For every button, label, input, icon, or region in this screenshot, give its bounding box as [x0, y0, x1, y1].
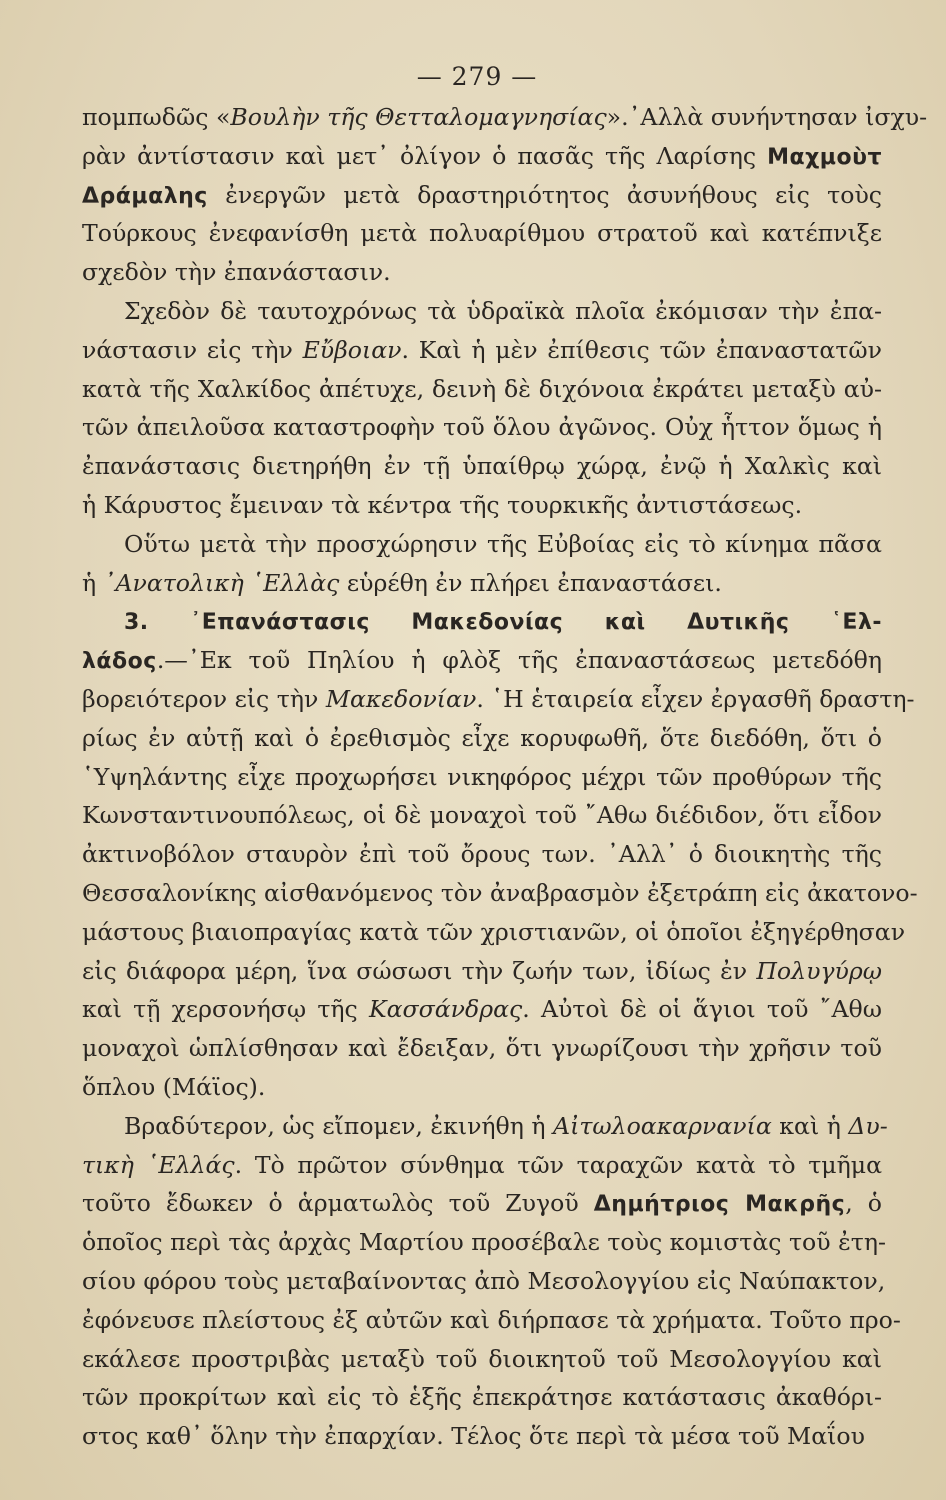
text-line [82, 408, 882, 447]
bold-text: Μαχμοὺτ [767, 144, 882, 170]
text-segment: Βραδύτερον, ὡς εἴπομεν, ἐκινήθη ἡ [124, 1111, 554, 1140]
text-segment: τοῦτο ἔδωκεν ὁ ἁρματωλὸς τοῦ Ζυγοῦ [82, 1189, 594, 1218]
italic-text: Δυ- [848, 1111, 888, 1140]
text-segment: ».᾿Αλλὰ συνήντησαν ἰσχυ- [606, 103, 928, 131]
text-segment: ἐπανάστασις διετηρήθη ἐν τῇ ὑπαίθρῳ χώρᾳ, ἐνῷ ἡ Χαλκὶς καὶ [82, 452, 882, 481]
text-segment: Θεσσαλονίκης αἰσθανόμενος τὸν ἀναβρασμὸν ἐξετράπη εἰς ἀκατονο- [82, 878, 918, 907]
page-number: — 279 — [416, 62, 538, 91]
text-line [82, 253, 882, 292]
italic-text: Κασσάνδρας [368, 995, 523, 1024]
text-segment: μάστους βιαιοπραγίας κατὰ τῶν χριστιανῶν, οἱ ὁποῖοι ἐξηγέρθησαν [82, 917, 906, 946]
text-line [82, 758, 882, 797]
text-segment: ὅπλου (Μάϊος). [82, 1072, 266, 1101]
bold-text: ᾿Επανάστασις Μακεδονίας καὶ Δυτικῆς ῾Ελ- [190, 610, 882, 636]
text-line [82, 564, 882, 603]
italic-text: Εὔβοιαν [302, 335, 402, 364]
text-line [82, 874, 918, 913]
text-line [82, 292, 882, 331]
text-line [82, 98, 928, 137]
text-segment: ἡ [82, 568, 104, 597]
text-line [82, 990, 882, 1029]
text-segment: ῾Υψηλάντης εἶχε προχωρήσει νικηφόρος μέχρι τῶν προθύρων τῆς [82, 762, 882, 791]
text-segment: νάστασιν εἰς τὴν [82, 335, 303, 364]
italic-text: Μακεδονίαν [325, 684, 477, 713]
text-segment: ρίως ἐν αὐτῇ καὶ ὁ ἐρεθισμὸς εἶχε κορυφωθῆ, ὅτε διεδόθη, ὅτι ὁ [82, 723, 882, 752]
text-segment: .—᾿Εκ τοῦ Πηλίου ἡ φλὸξ τῆς ἐπαναστάσεως μετεδόθη [156, 646, 882, 675]
text-segment: , ὁ [845, 1189, 882, 1218]
text-segment: εὑρέθη ἐν πλήρει ἐπαναστάσει. [339, 568, 722, 597]
text-line [82, 1417, 882, 1456]
text-line [82, 952, 882, 991]
italic-text: Αἰτωλοακαρνανία [553, 1111, 772, 1140]
text-body [82, 98, 928, 1456]
text-line [82, 1068, 882, 1107]
italic-text: Πολυγύρῳ [756, 956, 882, 985]
text-line [82, 331, 882, 370]
text-line [82, 913, 906, 952]
text-segment: Οὕτω μετὰ τὴν προσχώρησιν τῆς Εὐβοίας εἰς τὸ κίνημα πᾶσα [124, 529, 882, 558]
italic-text: τικὴ ῾Ελλάς [82, 1150, 235, 1179]
text-segment: Τούρκους ἐνεφανίσθη μετὰ πολυαρίθμου στρατοῦ καὶ κατέπνιξε [82, 219, 882, 248]
paragraph [82, 292, 882, 525]
bold-text: λάδος [82, 649, 157, 675]
paragraph [82, 602, 918, 1106]
text-line [82, 1378, 882, 1417]
text-segment: ἀκτινοβόλον σταυρὸν ἐπὶ τοῦ ὄρους των. ᾿Αλλ᾿ ὁ διοικητὴς τῆς [82, 840, 882, 869]
bold-text: Δημήτριος Μακρῆς [593, 1192, 846, 1218]
text-line [82, 1262, 886, 1301]
text-segment: βορειότερον εἰς τὴν [82, 684, 326, 713]
text-segment: τῶν προκρίτων καὶ εἰς τὸ ἑξῆς ἐπεκράτησε κατάστασις ἀκαθόρι- [82, 1383, 882, 1412]
text-line [82, 1146, 882, 1185]
text-segment: καὶ τῇ χερσονήσῳ τῆς [82, 995, 369, 1024]
paragraph [82, 98, 928, 292]
text-segment: ἡ Κάρυστος ἔμειναν τὰ κέντρα τῆς τουρκικῆς ἀντιστάσεως. [82, 490, 803, 519]
text-line [82, 176, 882, 215]
text-segment: ρὰν ἀντίστασιν καὶ μετ᾿ ὀλίγον ὁ πασᾶς τῆς Λαρίσης [82, 141, 768, 170]
text-line [82, 835, 882, 874]
text-line [82, 214, 882, 253]
text-line [82, 486, 882, 525]
text-segment: σίου φόρου τοὺς μεταβαίνοντας ἀπὸ Μεσολογγίου εἰς Ναύπακτον, [82, 1266, 886, 1295]
text-segment: εκάλεσε προστριβὰς μεταξὺ τοῦ διοικητοῦ τοῦ Μεσολογγίου καὶ [82, 1344, 882, 1373]
text-segment: . Τὸ πρῶτον σύνθημα τῶν ταραχῶν κατὰ τὸ τμῆμα [234, 1150, 882, 1179]
paragraph [82, 525, 882, 603]
bold-text: Δράμαλης [82, 183, 208, 209]
text-line [82, 796, 882, 835]
text-segment: Σχεδὸν δὲ ταυτοχρόνως τὰ ὑδραϊκὰ πλοῖα ἐκόμισαν τὴν ἐπα- [124, 296, 882, 325]
paragraph [82, 1107, 901, 1456]
bold-text: 3. [124, 610, 191, 636]
text-line [82, 525, 882, 564]
text-segment: σχεδὸν τὴν ἐπανάστασιν. [82, 258, 391, 287]
text-line [82, 1340, 882, 1379]
text-segment: μοναχοὶ ὡπλίσθησαν καὶ ἔδειξαν, ὅτι γνωρίζουσι τὴν χρῆσιν τοῦ [82, 1034, 882, 1063]
text-segment: τῶν ἀπειλοῦσα καταστροφὴν τοῦ ὅλου ἀγῶνος. Οὐχ ἧττον ὅμως ἡ [82, 413, 882, 442]
text-line [82, 1107, 888, 1146]
text-segment: . Αὐτοὶ δὲ οἱ ἅγιοι τοῦ ῎Αθω [522, 995, 882, 1024]
text-line [82, 370, 882, 409]
italic-text: ᾿Ανατολικὴ ῾Ελλὰς [103, 568, 340, 597]
text-segment: εἰς διάφορα μέρη, ἵνα σώσωσι τὴν ζωήν των, ἰδίως ἐν [82, 956, 757, 985]
text-line [82, 1223, 886, 1262]
text-line [82, 719, 882, 758]
text-line [82, 680, 915, 719]
text-line [82, 137, 882, 176]
text-segment: κατὰ τῆς Χαλκίδος ἀπέτυχε, δεινὴ δὲ διχόνοια ἐκράτει μεταξὺ αὐ- [82, 374, 882, 403]
text-line [82, 447, 882, 486]
text-segment: ἐνεργῶν μετὰ δραστηριότητος ἀσυνήθους εἰς τοὺς [207, 180, 882, 209]
text-line [82, 1301, 901, 1340]
text-line [82, 641, 882, 680]
text-line [82, 1184, 882, 1223]
text-segment: καὶ ἡ [771, 1111, 849, 1140]
text-segment: . Καὶ ἡ μὲν ἐπίθεσις τῶν ἐπαναστατῶν [401, 335, 882, 364]
text-line [82, 602, 882, 641]
text-segment: . ῾Η ἑταιρεία εἶχεν ἐργασθῆ δραστη- [476, 684, 915, 713]
text-segment: στος καθ᾿ ὅλην τὴν ἐπαρχίαν. Τέλος ὅτε περὶ τὰ μέσα τοῦ Μαΐου [82, 1422, 865, 1451]
text-line [82, 1029, 882, 1068]
text-segment: πομπωδῶς « [82, 103, 231, 131]
text-segment: ὁποῖος περὶ τὰς ἀρχὰς Μαρτίου προσέβαλε τοὺς κομιστὰς τοῦ ἐτη- [82, 1228, 886, 1257]
italic-text: Βουλὴν τῆς Θετταλομαγνησίας [230, 103, 607, 131]
book-page [82, 58, 928, 1456]
text-segment: Κωνσταντινουπόλεως, οἱ δὲ μοναχοὶ τοῦ ῎Αθω διέδιδον, ὅτι εἶδον [82, 801, 882, 830]
text-segment: ἐφόνευσε πλείστους ἐξ αὐτῶν καὶ διήρπασε τὰ χρήματα. Τοῦτο προ- [82, 1305, 901, 1334]
